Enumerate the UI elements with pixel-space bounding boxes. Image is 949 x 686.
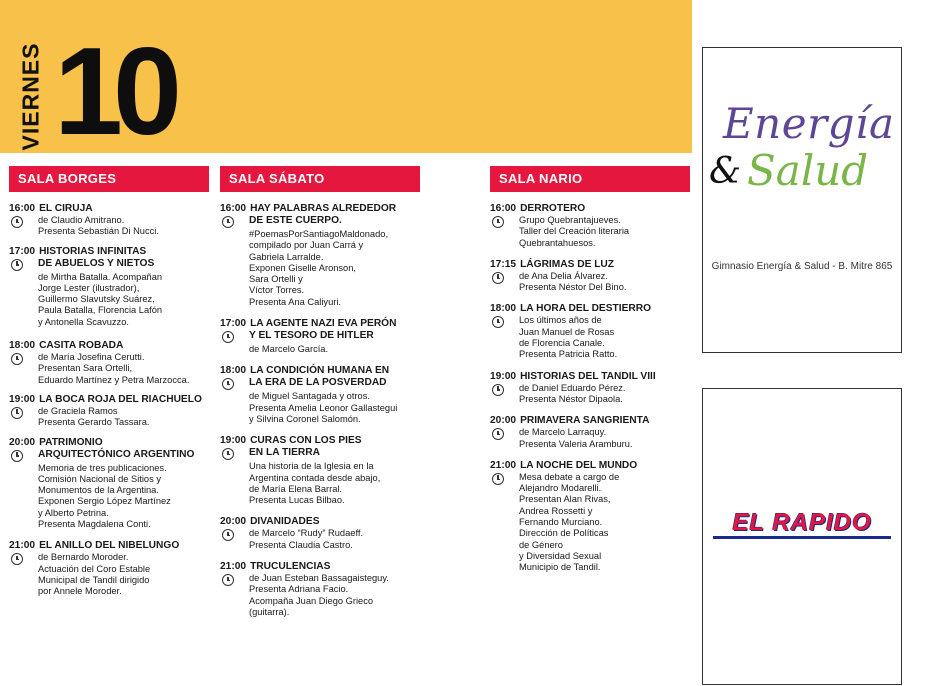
ad-energia-line2: Salud bbox=[747, 146, 869, 195]
event-head bbox=[220, 365, 420, 377]
clock-icon bbox=[222, 529, 234, 541]
event-description: de Marcelo García. bbox=[249, 344, 329, 355]
event-description: #PoemasPorSantiagoMaldonado, compilado por Juan Carrá y Gabriela Larralde. Exponen Giselle Aronson, Sara Ortelli y Víctor Torres. Presenta Ana Caliyuri. bbox=[249, 229, 389, 307]
event-title-cont: LA ERA DE LA POSVERDAD bbox=[249, 377, 387, 389]
column-sala-borges bbox=[9, 166, 209, 598]
event-head bbox=[9, 437, 209, 449]
event-title: HAY PALABRAS ALREDEDOR bbox=[250, 203, 397, 214]
header-banner bbox=[0, 0, 692, 161]
event-title-cont: DE ABUELOS Y NIETOS bbox=[38, 257, 155, 269]
event-time: 18:00 bbox=[9, 340, 36, 352]
event-title: TRUCULENCIAS bbox=[250, 561, 331, 573]
event-item bbox=[490, 303, 690, 360]
event-time: 16:00 bbox=[220, 203, 247, 214]
event-title: HISTORIAS DEL TANDIL VIII bbox=[520, 370, 656, 382]
event-item bbox=[490, 415, 690, 450]
event-description: de Bernardo Moroder. Actuación del Coro Estable Municipal de Tandil dirigido por Annele Moroder. bbox=[38, 552, 151, 597]
event-item bbox=[9, 340, 209, 386]
clock-icon bbox=[11, 353, 23, 365]
clock-icon bbox=[222, 448, 234, 460]
clock-icon bbox=[492, 216, 504, 228]
ad-energia-line1: Energía bbox=[723, 99, 895, 148]
event-time: 19:00 bbox=[9, 393, 36, 405]
event-title: CASITA ROBADA bbox=[39, 340, 124, 352]
event-head bbox=[220, 435, 420, 447]
ad-energia-caption: Gimnasio Energía & Salud - B. Mitre 865 bbox=[711, 261, 893, 272]
event-title-cont: DE ESTE CUERPO. bbox=[249, 215, 342, 226]
event-description: de Daniel Eduardo Pérez. Presenta Néstor Dipaola. bbox=[519, 382, 626, 404]
event-title-cont: EN LA TIERRA bbox=[249, 447, 320, 459]
clock-icon bbox=[222, 331, 234, 343]
event-item bbox=[9, 540, 209, 597]
ad-el-rapido bbox=[702, 388, 902, 685]
event-head bbox=[220, 516, 420, 528]
event-head bbox=[490, 203, 690, 215]
event-title: LA HORA DEL DESTIERRO bbox=[520, 303, 651, 315]
ad-rapido-logo: EL RAPIDO bbox=[732, 509, 872, 536]
ad-energia-salud bbox=[702, 47, 902, 353]
event-description: de Claudio Amitrano. Presenta Sebastián Di Nucci. bbox=[38, 215, 159, 237]
clock-icon bbox=[11, 553, 23, 565]
event-item bbox=[220, 516, 420, 551]
day-number: 10 bbox=[54, 23, 172, 161]
event-item bbox=[220, 435, 420, 506]
event-item bbox=[490, 259, 690, 294]
clock-icon bbox=[222, 216, 234, 228]
event-time: 19:00 bbox=[220, 435, 247, 447]
event-title: LÁGRIMAS DE LUZ bbox=[520, 258, 615, 270]
event-item bbox=[220, 365, 420, 425]
event-time: 21:00 bbox=[220, 561, 247, 573]
event-title-cont: Y EL TESORO DE HITLER bbox=[249, 330, 374, 342]
event-head bbox=[220, 561, 420, 573]
clock-icon bbox=[492, 272, 504, 284]
event-item bbox=[9, 246, 209, 328]
event-head bbox=[9, 340, 209, 352]
event-time: 20:00 bbox=[220, 516, 247, 528]
event-head bbox=[490, 415, 690, 427]
event-time: 20:00 bbox=[490, 415, 517, 427]
clock-icon bbox=[492, 428, 504, 440]
event-head bbox=[490, 460, 690, 472]
event-time: 18:00 bbox=[490, 303, 517, 315]
event-title: LA AGENTE NAZI EVA PERÓN bbox=[250, 318, 397, 330]
clock-icon bbox=[222, 378, 234, 390]
clock-icon bbox=[11, 407, 23, 419]
event-head bbox=[9, 394, 209, 406]
event-description: de Ana Delia Álvarez. Presenta Néstor Del Bino. bbox=[519, 270, 627, 293]
event-time: 17:15 bbox=[490, 258, 517, 270]
event-title: DIVANIDADES bbox=[250, 516, 320, 528]
clock-icon bbox=[11, 259, 23, 271]
event-description: de Marcelo Larraquy. Presenta Valeria Aramburu. bbox=[519, 427, 633, 449]
event-time: 17:00 bbox=[220, 318, 247, 330]
event-item bbox=[490, 203, 690, 249]
event-title: LA NOCHE DEL MUNDO bbox=[520, 459, 638, 471]
event-description: de Miguel Santagada y otros. Presenta Amelia Leonor Gallastegui y Silvina Coronel Salomón. bbox=[249, 391, 398, 424]
event-description: Una historia de la Iglesia en la Argentina contada desde abajo, de María Elena Barral. Presenta Lucas Bilbao. bbox=[249, 461, 381, 506]
event-item bbox=[490, 460, 690, 574]
event-title: LA CONDICIÓN HUMANA EN bbox=[250, 365, 390, 377]
event-time: 18:00 bbox=[220, 365, 247, 377]
event-item bbox=[9, 394, 209, 429]
ad-rapido-underline bbox=[713, 536, 891, 539]
event-description: Mesa debate a cargo de Alejandro Modarelli. Presentan Alan Rivas, Andrea Rossetti y Fernando Murciano. Dirección de Políticas de Género y Diversidad Sexual Municipio de Tandil. bbox=[519, 471, 620, 573]
clock-icon bbox=[492, 316, 504, 328]
room-title: SALA SÁBATO bbox=[220, 166, 420, 192]
column-sala-sabato bbox=[220, 166, 420, 618]
event-title: EL CIRUJA bbox=[39, 203, 93, 214]
room-title: SALA BORGES bbox=[9, 166, 209, 192]
event-head bbox=[490, 259, 690, 271]
event-head bbox=[490, 371, 690, 383]
event-title: PATRIMONIO bbox=[39, 436, 103, 448]
ad-energia-amp: & bbox=[709, 151, 742, 192]
event-description: Los últimos años de Juan Manuel de Rosas de Florencia Canale. Presenta Patricia Ratto. bbox=[519, 315, 618, 360]
event-title: LA BOCA ROJA DEL RIACHUELO bbox=[39, 393, 202, 405]
event-description: de Mirtha Batalla. Acompañan Jorge Lester (ilustrador), Guillermo Slavutsky Suárez, Paula Batalla, Florencia Lafón y Antonella Scavuzzo. bbox=[38, 271, 163, 327]
event-description: Memoria de tres publicaciones. Comisión Nacional de Sitios y Monumentos de la Argentina. Exponen Sergio López Martínez y Alberto Petrina. Presenta Magdalena Conti. bbox=[38, 462, 171, 530]
event-item bbox=[9, 437, 209, 531]
clock-icon bbox=[11, 450, 23, 462]
event-title: EL ANILLO DEL NIBELUNGO bbox=[39, 540, 180, 552]
event-time: 19:00 bbox=[490, 370, 517, 382]
event-description: de Graciela Ramos Presenta Gerardo Tassara. bbox=[38, 405, 150, 428]
event-description: Grupo Quebrantajueves. Taller del Creación literaria Quebrantahuesos. bbox=[519, 215, 630, 248]
event-head bbox=[9, 246, 209, 258]
event-description: de Marcelo “Rudy” Rudaeff. Presenta Claudia Castro. bbox=[249, 528, 364, 550]
event-time: 20:00 bbox=[9, 436, 36, 448]
event-head bbox=[9, 540, 209, 552]
clock-icon bbox=[222, 574, 234, 586]
event-time: 21:00 bbox=[490, 459, 517, 471]
event-title: DERROTERO bbox=[520, 203, 586, 214]
clock-icon bbox=[492, 473, 504, 485]
event-item bbox=[220, 318, 420, 355]
event-head bbox=[9, 203, 209, 215]
event-description: de María Josefina Cerutti. Presentan Sara Ortelli, Eduardo Martínez y Petra Marzocca. bbox=[38, 352, 190, 385]
event-head bbox=[220, 203, 420, 215]
room-title: SALA NARIO bbox=[490, 166, 690, 192]
event-item bbox=[9, 203, 209, 238]
day-name: VIERNES bbox=[17, 42, 44, 150]
event-description: de Juan Esteban Bassagaisteguy. Presenta Adriana Facio. Acompaña Juan Diego Grieco (guitarra). bbox=[249, 573, 389, 617]
event-item bbox=[220, 203, 420, 308]
event-time: 16:00 bbox=[490, 203, 517, 214]
event-time: 16:00 bbox=[9, 203, 36, 214]
event-head bbox=[220, 318, 420, 330]
event-title: HISTORIAS INFINITAS bbox=[39, 245, 147, 257]
clock-icon bbox=[492, 384, 504, 396]
column-sala-nario bbox=[490, 166, 690, 574]
event-time: 17:00 bbox=[9, 245, 36, 257]
event-time: 21:00 bbox=[9, 540, 36, 552]
event-title: PRIMAVERA SANGRIENTA bbox=[520, 415, 650, 427]
event-title-cont: ARQUITECTÓNICO ARGENTINO bbox=[38, 448, 195, 460]
event-head bbox=[490, 303, 690, 315]
event-item bbox=[220, 561, 420, 618]
event-title: CURAS CON LOS PIES bbox=[250, 435, 362, 447]
event-item bbox=[490, 371, 690, 406]
clock-icon bbox=[11, 216, 23, 228]
